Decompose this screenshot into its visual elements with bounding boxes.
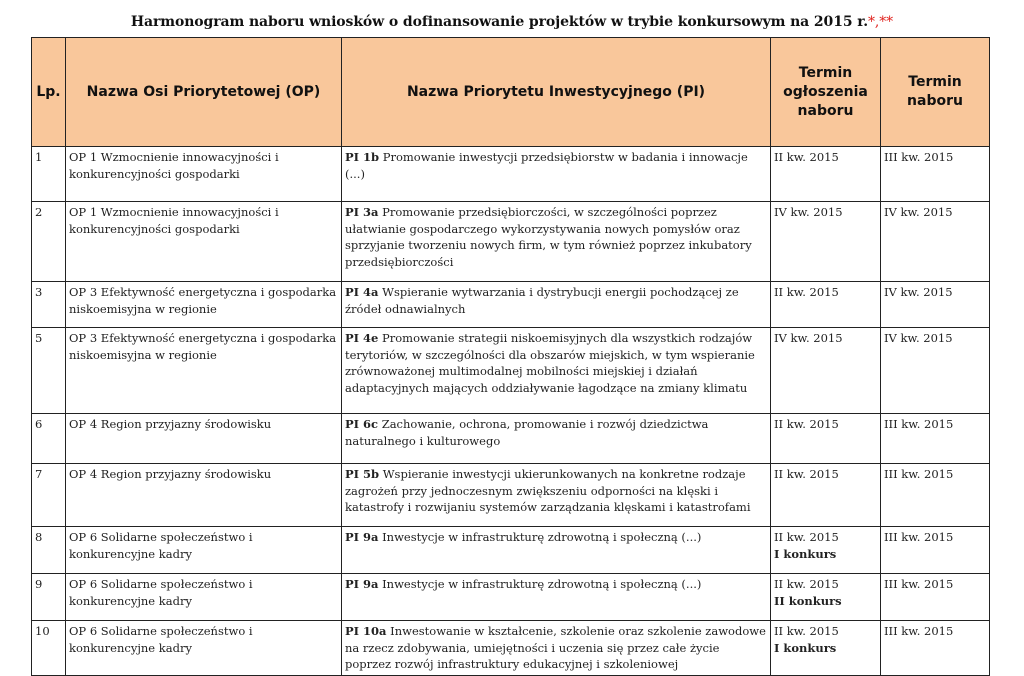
header-lp: Lp. xyxy=(32,38,66,147)
cell-pi xyxy=(342,202,771,282)
cell-op: OP 4 Region przyjazny środowisku xyxy=(66,464,342,527)
table-row xyxy=(32,147,990,202)
cell-pi xyxy=(342,574,771,621)
cell-termin-ogloszenia: II kw. 2015 xyxy=(771,464,881,527)
cell-termin-ogloszenia: II kw. 2015 I konkurs xyxy=(771,621,881,676)
cell-pi xyxy=(342,282,771,328)
cell-pi xyxy=(342,328,771,414)
title-text: Harmonogram naboru wniosków o dofinansowanie projektów w trybie konkursowym na 2015 r. xyxy=(130,14,869,30)
header-op: Nazwa Osi Priorytetowej (OP) xyxy=(66,38,342,147)
pi-text: Inwestycje w infrastrukturę zdrowotną i społeczną (...) xyxy=(382,577,702,591)
cell-pi xyxy=(342,464,771,527)
table-row xyxy=(32,621,990,676)
cell-lp: 2 xyxy=(32,202,66,282)
cell-lp: 6 xyxy=(32,414,66,464)
table-row xyxy=(32,464,990,527)
cell-termin-ogloszenia: IV kw. 2015 xyxy=(771,202,881,282)
cell-termin-naboru: III kw. 2015 xyxy=(881,464,990,527)
cell-op: OP 6 Solidarne społeczeństwo i konkurencyjne kadry xyxy=(66,574,342,621)
cell-termin-ogloszenia: IV kw. 2015 xyxy=(771,328,881,414)
cell-lp: 3 xyxy=(32,282,66,328)
header-termin-ogloszenia: Termin ogłoszenia naboru xyxy=(771,38,881,147)
pi-code: PI 10a xyxy=(345,624,387,638)
cell-op: OP 1 Wzmocnienie innowacyjności i konkurencyjności gospodarki xyxy=(66,147,342,202)
table-header-row xyxy=(32,38,990,147)
cell-op: OP 1 Wzmocnienie innowacyjności i konkurencyjności gospodarki xyxy=(66,202,342,282)
title-footnote-marks: *,** xyxy=(868,14,894,30)
table-row xyxy=(32,414,990,464)
table-row xyxy=(32,527,990,574)
pi-code: PI 4a xyxy=(345,285,379,299)
table-row xyxy=(32,574,990,621)
pi-text: Wspieranie inwestycji ukierunkowanych na konkretne rodzaje zagrożeń przy jednoczesnym zwiększeniu odporności na klęski i katastrofy i rozwijaniu systemów zarządzania klęskami i katastrofami xyxy=(345,467,751,514)
pi-text: Wspieranie wytwarzania i dystrybucji energii pochodzącej ze źródeł odnawialnych xyxy=(345,285,739,316)
pi-code: PI 3a xyxy=(345,205,379,219)
cell-pi xyxy=(342,621,771,676)
document-title xyxy=(0,14,1024,30)
pi-code: PI 5b xyxy=(345,467,380,481)
header-pi: Nazwa Priorytetu Inwestycyjnego (PI) xyxy=(342,38,771,147)
cell-op: OP 3 Efektywność energetyczna i gospodarka niskoemisyjna w regionie xyxy=(66,328,342,414)
table-row xyxy=(32,282,990,328)
table-row xyxy=(32,328,990,414)
pi-text: Promowanie inwestycji przedsiębiorstw w badania i innowacje (...) xyxy=(345,150,748,181)
konkurs-label: II konkurs xyxy=(774,593,842,608)
konkurs-label: I konkurs xyxy=(774,546,837,561)
cell-termin-naboru: IV kw. 2015 xyxy=(881,282,990,328)
konkurs-label: I konkurs xyxy=(774,640,837,655)
cell-termin-naboru: IV kw. 2015 xyxy=(881,328,990,414)
pi-code: PI 9a xyxy=(345,530,379,544)
header-termin-naboru: Termin naboru xyxy=(881,38,990,147)
pi-text: Zachowanie, ochrona, promowanie i rozwój dziedzictwa naturalnego i kulturowego xyxy=(345,417,709,448)
cell-termin-ogloszenia: II kw. 2015 xyxy=(771,414,881,464)
cell-pi xyxy=(342,414,771,464)
cell-termin-ogloszenia: II kw. 2015 xyxy=(771,282,881,328)
cell-termin-ogloszenia: II kw. 2015 II konkurs xyxy=(771,574,881,621)
pi-code: PI 1b xyxy=(345,150,380,164)
cell-lp: 7 xyxy=(32,464,66,527)
pi-code: PI 4e xyxy=(345,331,379,345)
cell-termin-ogloszenia: II kw. 2015 I konkurs xyxy=(771,527,881,574)
pi-code: PI 9a xyxy=(345,577,379,591)
cell-op: OP 4 Region przyjazny środowisku xyxy=(66,414,342,464)
cell-lp: 9 xyxy=(32,574,66,621)
cell-pi xyxy=(342,147,771,202)
cell-lp: 5 xyxy=(32,328,66,414)
cell-lp: 8 xyxy=(32,527,66,574)
cell-termin-naboru: III kw. 2015 xyxy=(881,621,990,676)
pi-text: Promowanie strategii niskoemisyjnych dla wszystkich rodzajów terytoriów, w szczególności dla obszarów miejskich, w tym wspieranie zrównoważonej multimodalnej mobilności miejskiej i działań adaptacyjnych mających oddziaływanie łagodzące na zmiany klimatu xyxy=(345,331,755,395)
cell-op: OP 3 Efektywność energetyczna i gospodarka niskoemisyjna w regionie xyxy=(66,282,342,328)
table-row xyxy=(32,202,990,282)
cell-termin-naboru: IV kw. 2015 xyxy=(881,202,990,282)
cell-op: OP 6 Solidarne społeczeństwo i konkurencyjne kadry xyxy=(66,527,342,574)
cell-termin-naboru: III kw. 2015 xyxy=(881,147,990,202)
cell-termin-ogloszenia: II kw. 2015 xyxy=(771,147,881,202)
schedule-table xyxy=(31,37,990,676)
cell-lp: 10 xyxy=(32,621,66,676)
cell-lp: 1 xyxy=(32,147,66,202)
cell-pi xyxy=(342,527,771,574)
cell-termin-naboru: III kw. 2015 xyxy=(881,414,990,464)
cell-termin-naboru: III kw. 2015 xyxy=(881,527,990,574)
pi-text: Inwestycje w infrastrukturę zdrowotną i społeczną (...) xyxy=(382,530,702,544)
cell-op: OP 6 Solidarne społeczeństwo i konkurencyjne kadry xyxy=(66,621,342,676)
pi-text: Promowanie przedsiębiorczości, w szczególności poprzez ułatwianie gospodarczego wykorzystywania nowych pomysłów oraz sprzyjanie tworzeniu nowych firm, w tym również poprzez inkubatory przedsiębiorczości xyxy=(345,205,752,269)
cell-termin-naboru: III kw. 2015 xyxy=(881,574,990,621)
pi-code: PI 6c xyxy=(345,417,379,431)
pi-text: Inwestowanie w kształcenie, szkolenie oraz szkolenie zawodowe na rzecz zdobywania, umiejętności i uczenia się przez całe życie poprzez rozwój infrastruktury edukacyjnej i szkoleniowej xyxy=(345,624,766,671)
